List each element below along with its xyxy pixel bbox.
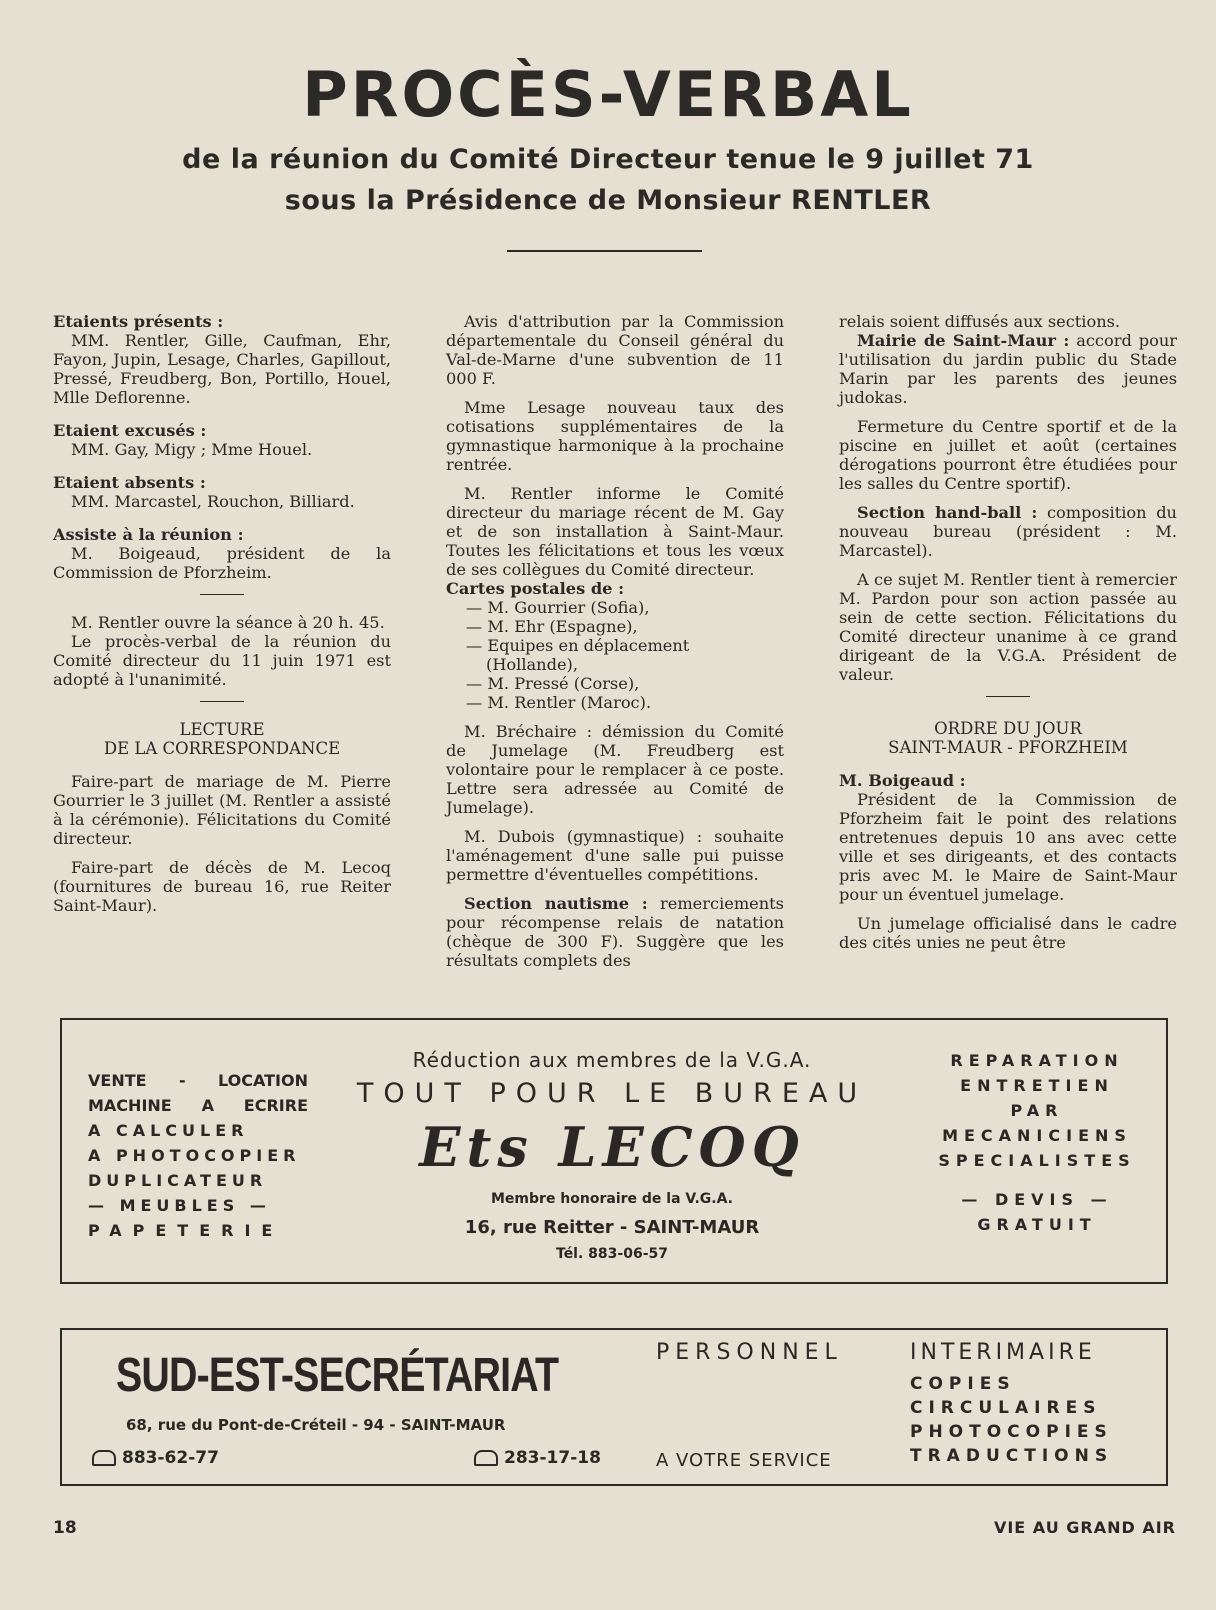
ad-membre: Membre honoraire de la V.G.A.	[491, 1191, 733, 1207]
nautisme-label: Section nautisme :	[464, 894, 648, 913]
mairie-paragraph	[839, 331, 1177, 407]
excuses-label: Etaient excusés :	[53, 421, 207, 440]
nautisme-text: remerciements pour récompense relais de natation (chèque de 300 F). Suggère que les résultats complets des	[446, 894, 784, 970]
ad-sud-est-address: 68, rue du Pont-de-Créteil - 94 - SAINT-MAUR	[126, 1416, 506, 1434]
ad-line: DUPLICATEUR	[88, 1171, 268, 1190]
ad-sud-est	[60, 1328, 1168, 1486]
absents-label: Etaient absents :	[53, 473, 206, 492]
ordre-heading-2: SAINT-MAUR - PFORZHEIM	[888, 738, 1128, 757]
nautisme-paragraph	[446, 894, 784, 970]
title-divider	[507, 250, 702, 252]
ad-service: A VOTRE SERVICE	[656, 1450, 832, 1471]
mairie-label: Mairie de Saint-Maur :	[857, 331, 1070, 350]
cartes-list	[446, 598, 784, 712]
ad-word: ECRIRE	[243, 1096, 308, 1115]
mariage-gay-text: M. Rentler informe le Comité directeur du mariage récent de M. Gay et de son installation à Saint-Maur. Toutes les félicitations et tous les vœux de ses collègues du Comité directeur.	[446, 484, 784, 579]
ad-line: REPARATION	[950, 1051, 1124, 1070]
ad-line: PAR	[1010, 1101, 1064, 1120]
mariage-text: Faire-part de mariage de M. Pierre Gourrier le 3 juillet (M. Rentler a assisté à la cérémonie). Félicitations du Comité directeur.	[53, 772, 391, 848]
presents-text: MM. Rentler, Gille, Caufman, Ehr, Fayon, Jupin, Lesage, Charles, Gapillout, Pressé, Freudberg, Bon, Portillo, Houel, Mlle Deflorenne.	[53, 331, 391, 407]
ad-gratuit: GRATUIT	[977, 1215, 1097, 1234]
ad-line: ENTRETIEN	[960, 1076, 1114, 1095]
ad-word: MACHINE	[88, 1096, 172, 1115]
phone-number: 283-17-18	[504, 1448, 601, 1468]
ad-sud-est-phone-2	[474, 1448, 601, 1468]
column-2	[446, 312, 784, 970]
ad-line: A PHOTOCOPIER	[88, 1146, 301, 1165]
boigeaud-text: Président de la Commission de Pforzheim fait le point des relations entretenues depuis 10 ans avec cette ville et ses dirigeants, et des contacts pris avec M. le Maire de Saint-Maur pour un éventuel jumelage.	[839, 790, 1177, 904]
cartes-label: Cartes postales de :	[446, 579, 625, 598]
ad-lecoq-repair	[932, 1048, 1142, 1237]
ad-word: VENTE	[88, 1071, 147, 1090]
lecture-heading-2: DE LA CORRESPONDANCE	[103, 739, 341, 758]
ad-reduction: Réduction aux membres de la V.G.A.	[412, 1048, 812, 1072]
ad-line	[88, 1068, 308, 1093]
list-item: TRADUCTIONS	[910, 1446, 1114, 1466]
list-item: CIRCULAIRES	[910, 1398, 1102, 1418]
ad-company-name: Ets LECOQ	[419, 1115, 805, 1179]
list-item: COPIES	[910, 1374, 1016, 1394]
ad-line: A CALCULER	[88, 1121, 249, 1140]
ad-sud-est-services	[910, 1372, 1113, 1468]
ad-word: -	[178, 1071, 186, 1090]
dubois-text: M. Dubois (gymnastique) : souhaite l'aménagement d'une salle pui puisse permettre d'éventuelles compétitions.	[446, 827, 784, 884]
mairie-text: accord pour l'utilisation du jardin public du Stade Marin par les parents des jeunes judokas.	[839, 331, 1178, 407]
ad-line: — MEUBLES —	[88, 1196, 271, 1215]
ouverture-text: M. Rentler ouvre la séance à 20 h. 45.	[71, 613, 385, 632]
brechaire-text: M. Bréchaire : démission du Comité de Jumelage (M. Freudberg est volontaire pour le remplacer à ce poste. Lettre sera adressée au Comité de Jumelage).	[446, 722, 784, 817]
publication-name: VIE AU GRAND AIR	[993, 1518, 1176, 1537]
section-separator	[53, 584, 391, 603]
relais-text: relais soient diffusés aux sections.	[839, 312, 1121, 331]
deces-text: Faire-part de décès de M. Lecoq (fournitures de bureau 16, rue Reiter Saint-Maur).	[53, 858, 391, 915]
list-item: — M. Gourrier (Sofia),	[466, 598, 650, 617]
presents-label: Etaients présents :	[53, 312, 224, 331]
handball-text: composition du nouveau bureau (président : M. Marcastel).	[839, 503, 1177, 560]
ordre-heading-1: ORDRE DU JOUR	[934, 719, 1082, 738]
phone-number: 883-62-77	[122, 1448, 219, 1468]
remercier-text: A ce sujet M. Rentler tient à remercier M. Pardon pour son action passée au sein de cette section. Félicitations du Comité directeur unanime à ce grand dirigeant de la V.G.A. Président de valeur.	[839, 570, 1177, 684]
ad-line: SPECIALISTES	[938, 1151, 1136, 1170]
ad-lecoq	[60, 1018, 1168, 1284]
ad-line: MECANICIENS	[942, 1126, 1132, 1145]
lecture-heading-1: LECTURE	[179, 720, 265, 739]
telephone-icon	[474, 1450, 498, 1466]
jumelage-text: Un jumelage officialisé dans le cadre des cités unies ne peut être	[839, 914, 1177, 952]
handball-label: Section hand-ball :	[857, 503, 1038, 522]
section-separator	[53, 691, 391, 710]
ad-sud-est-name: SUD-EST-SECRÉTARIAT	[116, 1349, 559, 1402]
ad-sud-est-phone-1	[92, 1448, 219, 1468]
ad-phone: Tél. 883-06-57	[556, 1246, 668, 1262]
absents-text: MM. Marcastel, Rouchon, Billiard.	[71, 492, 355, 511]
fermeture-text: Fermeture du Centre sportif et de la piscine en juillet et août (certaines dérogations pourront être étudiées pour les salles du Centre sportif).	[839, 417, 1177, 493]
avis-text: Avis d'attribution par la Commission départementale du Conseil général du Val-de-Marne d'une subvention de 11 000 F.	[446, 312, 784, 388]
page-number: 18	[53, 1518, 77, 1538]
handball-paragraph	[839, 503, 1177, 560]
ad-line	[88, 1093, 308, 1118]
ad-address: 16, rue Reitter - SAINT-MAUR	[464, 1217, 760, 1238]
list-item: — Equipes en déplacement (Hollande),	[466, 636, 690, 674]
assiste-label: Assiste à la réunion :	[53, 525, 244, 544]
telephone-icon	[92, 1450, 116, 1466]
boigeaud-label: M. Boigeaud :	[839, 771, 966, 790]
ad-word: LOCATION	[218, 1071, 308, 1090]
ad-devis: — DEVIS —	[961, 1190, 1113, 1209]
assiste-text: M. Boigeaud, président de la Commission de Pforzheim.	[53, 544, 391, 582]
proces-verbal-text: Le procès-verbal de la réunion du Comité directeur du 11 juin 1971 est adopté à l'unanimité.	[53, 632, 391, 689]
list-item: — M. Rentler (Maroc).	[466, 693, 652, 712]
ad-tagline: TOUT POUR LE BUREAU	[356, 1078, 868, 1109]
ad-line: PAPETERIE	[88, 1221, 284, 1240]
section-separator	[839, 686, 1177, 705]
list-item: PHOTOCOPIES	[910, 1422, 1113, 1442]
list-item: — M. Pressé (Corse),	[466, 674, 640, 693]
ad-interimaire: INTERIMAIRE	[910, 1340, 1096, 1365]
lesage-text: Mme Lesage nouveau taux des cotisations supplémentaires de la gymnastique harmonique à la prochaine rentrée.	[446, 398, 784, 474]
ad-word: A	[201, 1096, 214, 1115]
column-3	[839, 312, 1177, 952]
subtitle-line-2: sous la Présidence de Monsieur RENTLER	[284, 185, 932, 216]
ad-personnel: PERSONNEL	[656, 1340, 843, 1365]
page-title: PROCÈS-VERBAL	[302, 58, 914, 131]
list-item: — M. Ehr (Espagne),	[466, 617, 638, 636]
ad-lecoq-services	[88, 1068, 308, 1243]
ad-lecoq-center	[342, 1048, 882, 1262]
excuses-text: MM. Gay, Migy ; Mme Houel.	[71, 440, 313, 459]
subtitle-line-1: de la réunion du Comité Directeur tenue le 9 juillet 71	[182, 144, 1034, 175]
column-1	[53, 312, 391, 915]
